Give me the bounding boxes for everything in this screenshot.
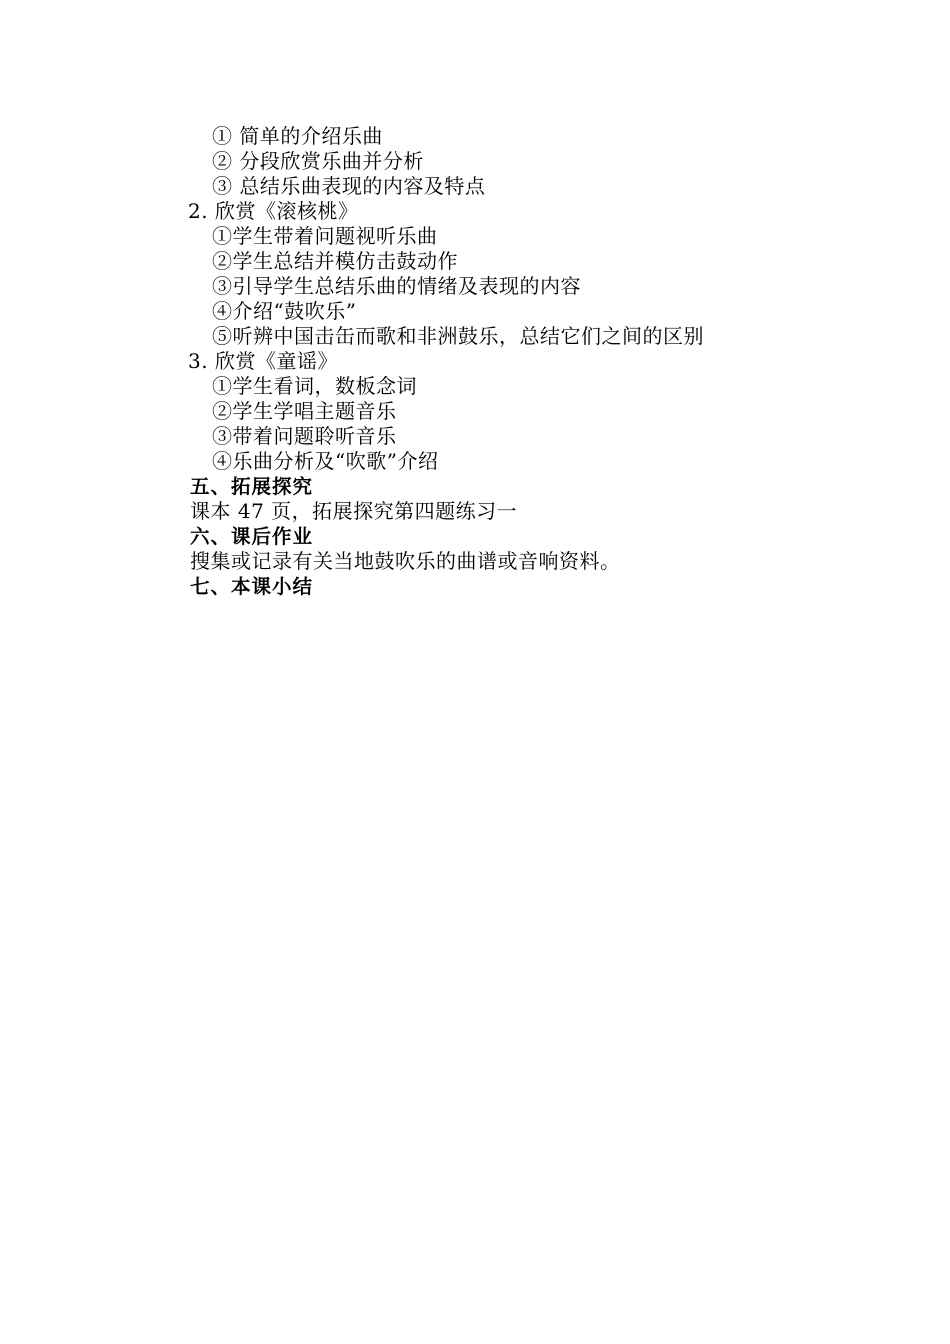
section7-heading: 七、本课小结 [190, 575, 314, 598]
item2-subitem-4: ④介绍“鼓吹乐” [212, 299, 357, 323]
item3-subitem-4: ④乐曲分析及“吹歌”介绍 [212, 449, 439, 473]
item3-subitem-3: ③带着问题聆听音乐 [212, 424, 397, 448]
section5-heading: 五、拓展探究 [190, 475, 314, 498]
item1-subitem-3: ③ 总结乐曲表现的内容及特点 [212, 174, 486, 198]
item2-subitem-1: ①学生带着问题视听乐曲 [212, 224, 438, 248]
item1-subitem-1: ① 简单的介绍乐曲 [212, 124, 383, 148]
item3-subitem-2: ②学生学唱主题音乐 [212, 399, 397, 423]
section6-body: 搜集或记录有关当地鼓吹乐的曲谱或音响资料。 [190, 549, 621, 573]
section6-heading: 六、课后作业 [190, 525, 314, 548]
item1-subitem-2: ② 分段欣赏乐曲并分析 [212, 149, 424, 173]
item3-subitem-1: ①学生看词，数板念词 [212, 374, 417, 398]
item2-title: 2. 欣赏《滚核桃》 [188, 199, 359, 223]
item3-title: 3. 欣赏《童谣》 [188, 349, 338, 373]
item2-subitem-2: ②学生总结并模仿击鼓动作 [212, 249, 458, 273]
item2-subitem-3: ③引导学生总结乐曲的情绪及表现的内容 [212, 274, 581, 298]
item2-subitem-5: ⑤听辨中国击缶而歌和非洲鼓乐，总结它们之间的区别 [212, 324, 704, 348]
section5-body: 课本 47 页，拓展探究第四题练习一 [190, 499, 518, 523]
